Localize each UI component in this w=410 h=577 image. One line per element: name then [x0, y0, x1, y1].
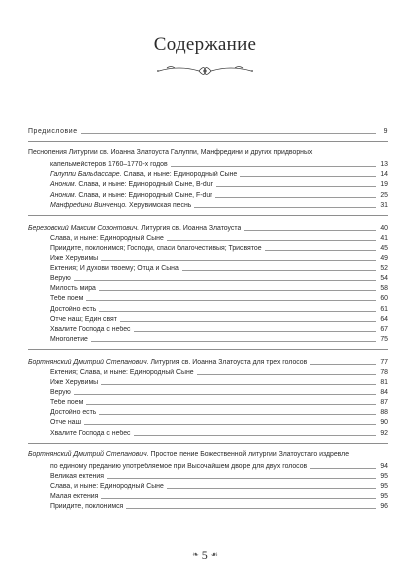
toc-page-number: 81	[380, 379, 388, 387]
dot-leader	[107, 478, 376, 479]
toc-entry-title: Херувимская песнь	[127, 201, 192, 209]
folio-ornament-left-icon: ❧	[192, 550, 199, 559]
toc-entry[interactable]	[28, 253, 388, 263]
composer-name: Березовский Максим Созонтович.	[28, 224, 140, 232]
section-divider	[28, 141, 388, 142]
toc-entry[interactable]	[28, 491, 388, 501]
dot-leader	[101, 384, 376, 385]
dot-leader	[99, 414, 376, 415]
page-number	[0, 548, 410, 563]
toc-entry-title: капельмейстеров 1760–1770-х годов	[50, 161, 168, 169]
dot-leader	[167, 240, 376, 241]
toc-entry[interactable]	[28, 377, 388, 387]
toc-entry[interactable]	[28, 334, 388, 344]
toc-entry-title: Великая ектения	[50, 472, 104, 480]
dot-leader	[167, 488, 376, 489]
toc-entry-title: Слава, и ныне: Единородный Сыне	[50, 234, 164, 242]
toc-entry-title: Ектения; И духови твоему; Отца и Сына	[50, 265, 179, 273]
toc-entry-title: Малая ектения	[50, 493, 99, 500]
toc-page-number: 60	[380, 295, 388, 303]
dot-leader	[120, 321, 376, 322]
toc-page-number: 77	[380, 358, 388, 366]
toc-entry-title: Слава, и ныне: Единородный Сыне, F-dur	[76, 191, 213, 199]
dot-leader	[265, 250, 376, 251]
toc-entry-title: Достойно есть	[50, 409, 97, 417]
composer-name: Манфредини Винченцо.	[50, 201, 128, 209]
toc-entry-title: Литургия св. Иоанна Златоуста	[139, 224, 242, 232]
toc-entry[interactable]	[28, 293, 388, 303]
toc-page-number: 95	[380, 493, 388, 500]
toc-page-number: 52	[380, 265, 388, 273]
toc-entry[interactable]	[28, 367, 388, 377]
toc-page-number: 64	[380, 315, 388, 323]
dot-leader	[99, 311, 376, 312]
toc-page-number: 54	[380, 275, 388, 283]
dot-leader	[86, 300, 376, 301]
dot-leader	[244, 230, 376, 231]
dot-leader	[74, 394, 376, 395]
toc-page-number: 31	[380, 201, 388, 209]
dot-leader	[171, 166, 376, 167]
dot-leader	[215, 197, 376, 198]
toc-entry-title: Хвалите Господа с небес	[50, 325, 131, 333]
toc-page-number: 95	[380, 482, 388, 490]
toc-entry-title: по единому преданию употребляемое при Высочайшем дворе для двух голосов	[50, 462, 308, 470]
composer-name: Бортнянский Дмитрий Степанович.	[28, 450, 149, 458]
dot-leader	[197, 374, 376, 375]
toc-entry-title: Литургия св. Иоанна Златоуста для трех голосов	[148, 358, 308, 366]
toc-entry[interactable]	[28, 303, 388, 313]
section-divider	[28, 349, 388, 350]
toc-page-number: 25	[380, 191, 388, 199]
dot-leader	[101, 260, 376, 261]
toc-entry[interactable]	[28, 397, 388, 407]
dot-leader	[240, 176, 376, 177]
toc-entry-title: Слава, и ныне: Единородный Сыне	[50, 482, 164, 490]
dot-leader	[84, 424, 376, 425]
toc-entry-title: Иже Херувимы	[50, 379, 99, 387]
toc-entry-title: Слава, и ныне: Единородный Сыне, B-dur	[76, 181, 213, 189]
toc-page-number: 75	[380, 335, 388, 343]
dot-leader	[126, 508, 376, 509]
toc-entry-title: Верую	[50, 389, 71, 397]
toc-entry[interactable]	[28, 159, 388, 169]
toc-entry[interactable]	[28, 427, 388, 437]
toc-entry[interactable]	[28, 324, 388, 334]
dot-leader	[310, 364, 376, 365]
toc-entry[interactable]	[28, 357, 388, 367]
toc-entry-title: Простое пение Божественной литургии Златоустаго издревле	[148, 450, 350, 458]
toc-entry[interactable]	[28, 273, 388, 283]
toc-page-number: 14	[380, 171, 388, 179]
toc-page-number: 61	[380, 305, 388, 313]
toc-entry[interactable]	[28, 417, 388, 427]
toc-page-number: 13	[380, 161, 388, 169]
folio-ornament-right-icon: ☙	[210, 550, 218, 559]
toc-page-number: 19	[380, 181, 388, 189]
toc-page-number: 9	[383, 128, 388, 136]
table-of-contents	[28, 126, 388, 511]
toc-entry-title: Достойно есть	[50, 305, 97, 313]
toc-entry[interactable]	[28, 243, 388, 253]
toc-entry-title: Приидите, поклонимся; Господи, спаси благочестивыя; Трисвятое	[50, 244, 262, 252]
dot-leader	[74, 280, 376, 281]
toc-page-number: 45	[380, 244, 388, 252]
dot-leader	[182, 270, 376, 271]
toc-entry-title: Ектения; Слава, и ныне: Единородный Сыне	[50, 368, 194, 376]
dot-leader	[86, 404, 376, 405]
section-heading-line[interactable]	[28, 451, 388, 461]
toc-entry[interactable]	[28, 169, 388, 179]
toc-page-number: 88	[380, 409, 388, 417]
toc-page-number: 78	[380, 368, 388, 376]
toc-page-number: 67	[380, 325, 388, 333]
dot-leader	[101, 498, 376, 499]
toc-page-number: 94	[380, 462, 388, 470]
toc-entry-title: Слава, и ныне: Единородный Сыне	[121, 171, 238, 179]
dot-leader	[134, 331, 377, 332]
toc-entry[interactable]	[28, 407, 388, 417]
toc-entry[interactable]	[28, 200, 388, 210]
toc-entry-preface[interactable]	[28, 126, 388, 136]
toc-page-number: 84	[380, 389, 388, 397]
toc-entry[interactable]	[28, 283, 388, 293]
composer-name: Бортнянский Дмитрий Степанович.	[28, 358, 149, 366]
folio-number: 5	[201, 548, 208, 562]
toc-entry-title: Предисловие	[28, 128, 78, 136]
toc-entry[interactable]	[28, 189, 388, 199]
toc-entry[interactable]	[28, 223, 388, 233]
dot-leader	[310, 468, 376, 469]
toc-page-number: 92	[380, 429, 388, 437]
composer-name: Галуппи Бальдассаре.	[50, 171, 122, 179]
toc-page-number: 40	[380, 224, 388, 232]
toc-page-number: 49	[380, 255, 388, 263]
toc-entry-title: Тебе поем	[50, 399, 84, 407]
toc-page-number: 87	[380, 399, 388, 407]
toc-entry-title: Тебе поем	[50, 295, 84, 303]
dot-leader	[91, 341, 376, 342]
toc-entry-title: Отче наш; Един свят	[50, 315, 117, 323]
toc-entry-title: Милость мира	[50, 285, 96, 293]
toc-page-number: 58	[380, 285, 388, 293]
toc-page-number: 95	[380, 472, 388, 480]
toc-entry-title: Верую	[50, 275, 71, 283]
toc-entry[interactable]	[28, 179, 388, 189]
toc-entry-title: Приидите, поклонимся	[50, 503, 124, 511]
section-heading-line[interactable]: Песнопения Литургии св. Иоанна Златоуста Галуппи, Манфредини и других придворных	[28, 149, 313, 157]
toc-entry-title: Хвалите Господа с небес	[50, 429, 131, 437]
title-ornament-icon	[155, 62, 255, 80]
section-divider	[28, 215, 388, 216]
toc-page-number: 96	[380, 503, 388, 511]
composer-name: Аноним.	[50, 181, 77, 189]
toc-page-number: 41	[380, 234, 388, 242]
dot-leader	[216, 186, 376, 187]
toc-entry[interactable]	[28, 263, 388, 273]
toc-entry[interactable]	[28, 471, 388, 481]
toc-entry[interactable]	[28, 501, 388, 511]
toc-entry-title: Отче наш	[50, 419, 82, 427]
dot-leader	[99, 290, 376, 291]
toc-entry[interactable]	[28, 461, 388, 471]
toc-entry[interactable]	[28, 481, 388, 491]
dot-leader	[134, 435, 377, 436]
section-divider	[28, 443, 388, 444]
composer-name: Аноним.	[50, 191, 77, 199]
toc-entry-title: Многолетие	[50, 335, 88, 343]
toc-page-number: 90	[380, 419, 388, 427]
page-title: Содержание	[153, 34, 257, 55]
toc-entry[interactable]	[28, 314, 388, 324]
toc-entry[interactable]	[28, 387, 388, 397]
toc-entry[interactable]	[28, 233, 388, 243]
toc-entry-title: Иже Херувимы	[50, 255, 99, 263]
dot-leader	[194, 207, 376, 208]
dot-leader	[81, 133, 376, 134]
